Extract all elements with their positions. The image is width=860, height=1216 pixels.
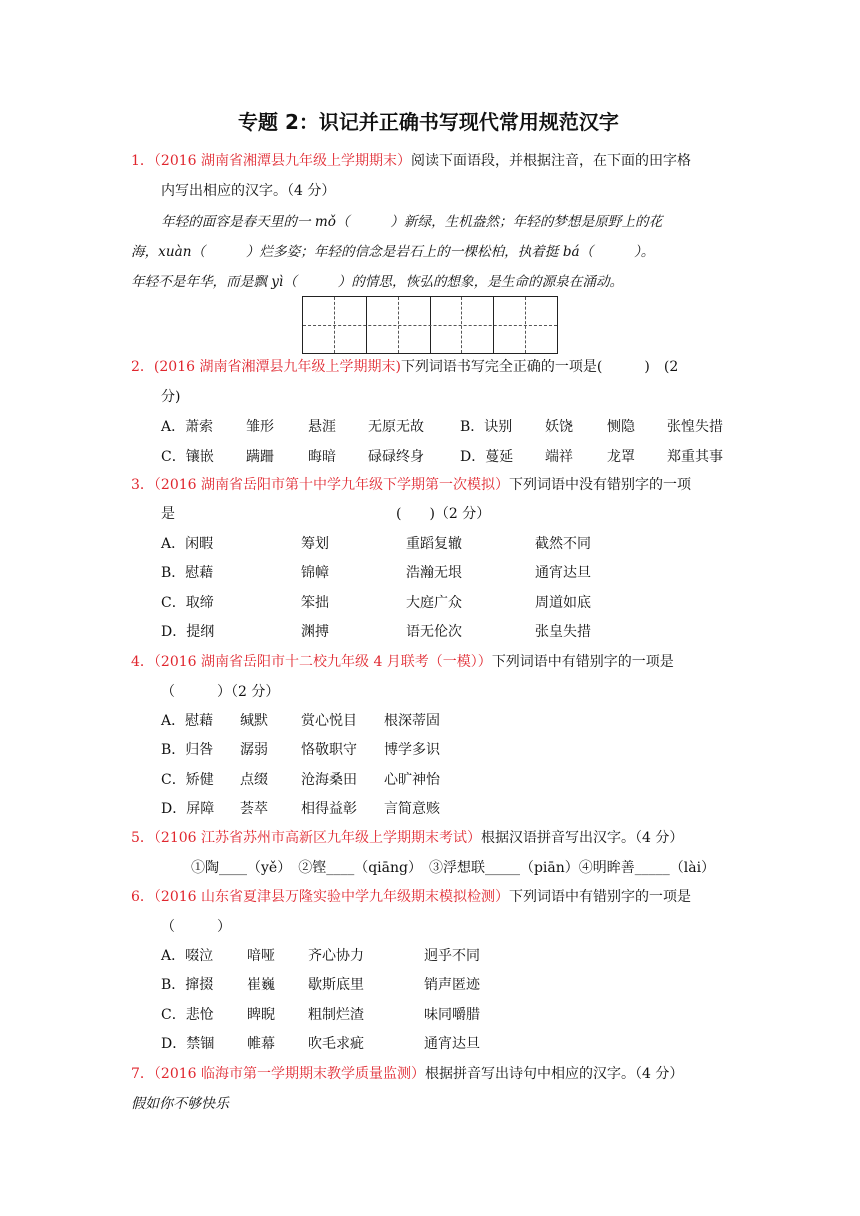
q3-stem: 下列词语中没有错别字的一项 [509, 477, 692, 493]
q3-line1 [131, 474, 691, 494]
q3-stem-blank: ( )（2 分） [396, 506, 491, 522]
q2-line1 [131, 356, 678, 376]
q1-passage-line3: 年轻不是年华，而是飘 yì（ ）的情思，恢弘的想象，是生命的源泉在涌动。 [131, 274, 624, 290]
q2-source: (2016 湖南省湘潭县九年级上学期期末) [153, 359, 401, 375]
q5-stem: 根据汉语拼音写出汉字。（4 分） [481, 830, 684, 846]
q1-number: 1． [131, 153, 154, 169]
q6-number: 6． [131, 889, 154, 905]
q5-number: 5． [131, 830, 154, 846]
q1-stem-cont: 内写出相应的汉字。（4 分） [161, 183, 336, 199]
q5-source: （2106 江苏省苏州市高新区九年级上学期期末考试） [153, 830, 481, 846]
page-title: 专题 2：识记并正确书写现代常用规范汉字 [238, 110, 619, 134]
q5-answer-line: ①陶____（yě） ②铿____（qiāng） ③浮想联_____（piān）④明眸善_____（lài） [191, 860, 716, 876]
q1-stem: 阅读下面语段，并根据注音，在下面的田字格 [411, 153, 691, 169]
q3-source: （2016 湖南省岳阳市第十中学九年级 [153, 477, 384, 493]
q3-number: 3． [131, 477, 154, 493]
q1-passage-line2: 海，xuàn（ ）烂多姿；年轻的信念是岩石上的一棵松柏，执着挺 bá（ ）。 [131, 244, 655, 260]
grid-dashed-line [303, 325, 557, 326]
q4-number: 4． [131, 654, 154, 670]
q2-number: 2． [131, 359, 154, 375]
q7-line1 [131, 1063, 683, 1083]
q6-stem-cont: （ ） [161, 919, 231, 935]
q7-stem: 根据拼音写出诗句中相应的汉字。（4 分） [425, 1066, 684, 1082]
q1-source: （2016 湖南省湘潭县九年级上学期期末） [153, 153, 411, 169]
q5-line1 [131, 827, 683, 847]
q3-stem-cont: 是 [161, 506, 175, 522]
q6-source: （2016 山东省夏津县万隆实验中学九年级期末模拟检测） [153, 889, 509, 905]
q2-stem-cont: 分) [161, 389, 181, 405]
q6-stem: 下列词语中有错别字的一项是 [509, 889, 691, 905]
q3-source-cont: 下学期第一次模拟） [383, 477, 510, 493]
q4-stem: 下列词语中有错别字的一项是 [491, 654, 674, 670]
q1-passage-line1: 年轻的面容是春天里的一 mǒ（ ）新绿，生机盎然；年轻的梦想是原野上的花 [161, 214, 663, 230]
tianzige-grid [302, 296, 558, 354]
q1-line1 [131, 150, 691, 170]
q4-stem-cont: （ ）（2 分） [161, 684, 280, 700]
q7-source: （2016 临海市第一学期期末教学质量监测） [153, 1066, 425, 1082]
q6-line1 [131, 886, 691, 906]
q7-poem-line: 假如你不够快乐 [131, 1096, 229, 1112]
q4-source: （2016 湖南省岳阳市十二校九年级 4 月联考（一模）） [153, 654, 492, 670]
q7-number: 7． [131, 1066, 154, 1082]
q2-stem: 下列词语书写完全正确的一项是( ) (2 [400, 359, 679, 375]
q4-line1 [131, 651, 674, 671]
